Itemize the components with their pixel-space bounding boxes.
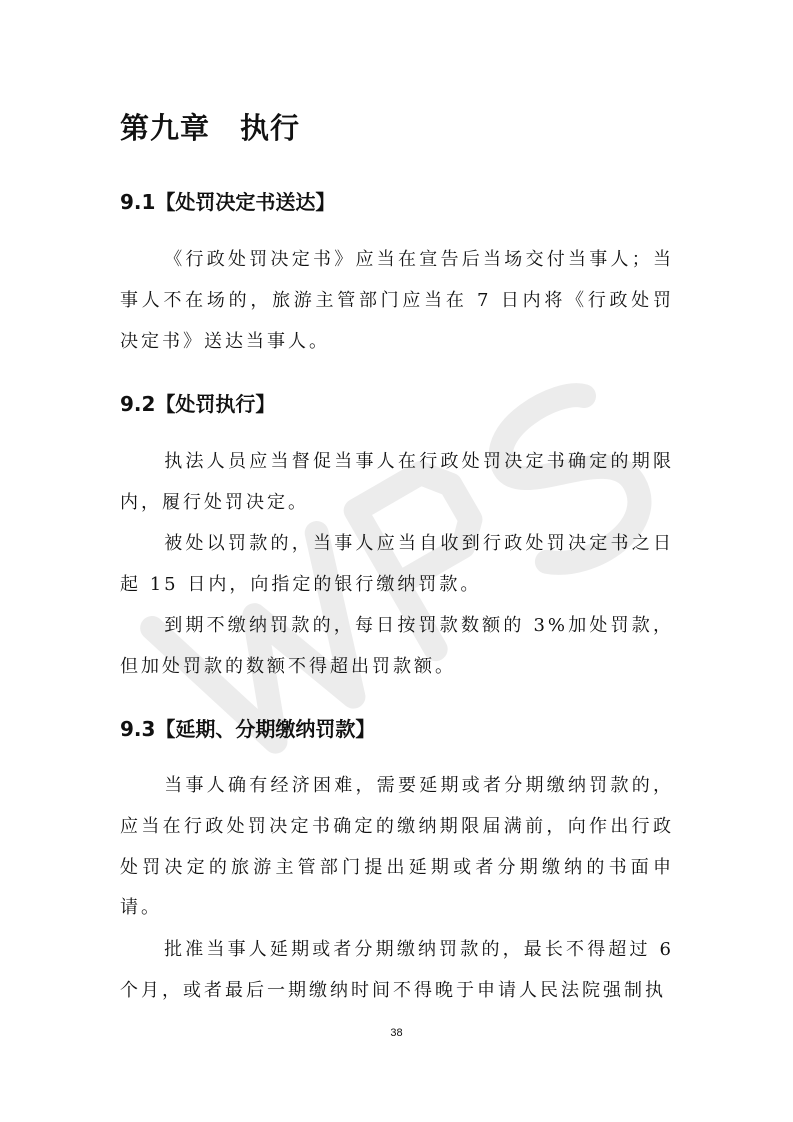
section-heading-9-1: 9.1【处罚决定书送达】	[120, 190, 336, 214]
page-number: 38	[390, 1027, 403, 1039]
paragraph: 批准当事人延期或者分期缴纳罚款的，最长不得超过 6个月，或者最后一期缴纳时间不得晚于申请人民法院强制执	[120, 939, 674, 1001]
chapter-title: 第九章 执行	[120, 111, 301, 145]
section-heading-9-2: 9.2【处罚执行】	[120, 392, 276, 416]
paragraph: 执法人员应当督促当事人在行政处罚决定书确定的期限内，履行处罚决定。	[120, 451, 674, 513]
paragraph: 到期不缴纳罚款的，每日按罚款数额的 3%加处罚款，但加处罚款的数额不得超出罚款额。	[120, 615, 674, 677]
section-heading-9-3: 9.3【延期、分期缴纳罚款】	[120, 717, 376, 741]
paragraph: 当事人确有经济困难，需要延期或者分期缴纳罚款的，应当在行政处罚决定书确定的缴纳期限届满前，向作出行政处罚决定的旅游主管部门提出延期或者分期缴纳的书面申请。	[120, 775, 674, 919]
paragraph: 被处以罚款的，当事人应当自收到行政处罚决定书之日起 15 日内，向指定的银行缴纳罚款。	[120, 533, 674, 595]
paragraph: 《行政处罚决定书》应当在宣告后当场交付当事人；当事人不在场的，旅游主管部门应当在 7 日内将《行政处罚决定书》送达当事人。	[120, 249, 674, 352]
